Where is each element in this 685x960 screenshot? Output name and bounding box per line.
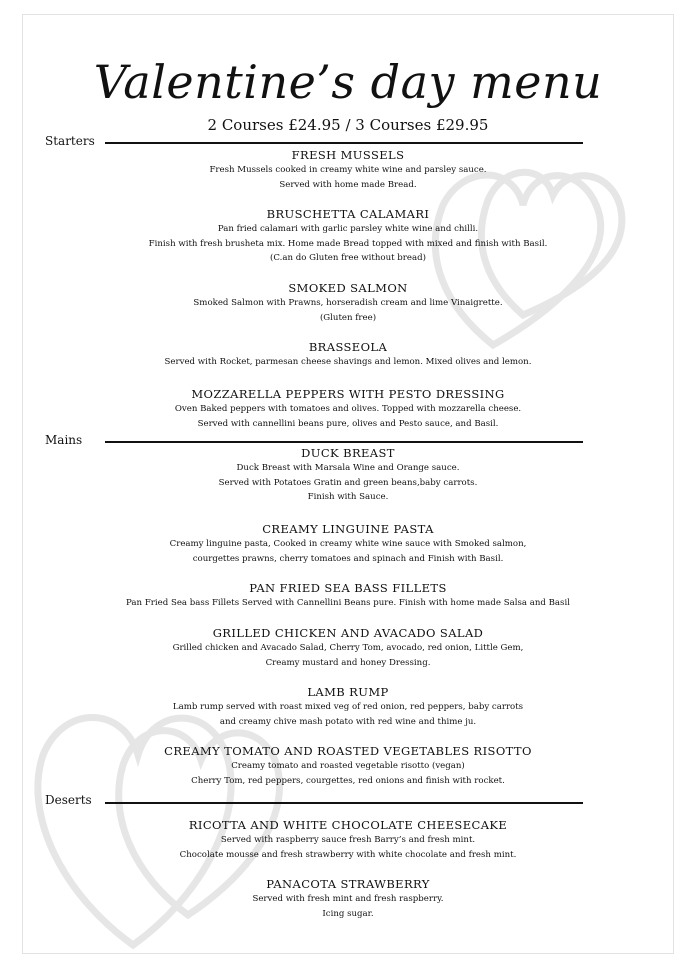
dish-description: Creamy tomato and roasted vegetable risotto (vegan) [231,761,465,771]
dish-description: Grilled chicken and Avacado Salad, Cherry Tom, avocado, red onion, Little Gem, [172,643,524,653]
dish-description: (C.an do Gluten free without bread) [270,253,426,263]
dish-ricotta-cheesecake [23,818,673,862]
dish-description: Served with fresh mint and fresh raspberry. [252,894,444,904]
dish-panacota-strawberry [23,877,673,921]
dish-description: Chocolate mousse and fresh strawberry with white chocolate and fresh mint. [179,849,517,860]
dish-name: CREAMY TOMATO AND ROASTED VEGETABLES RISOTTO [164,744,532,758]
dish-description: Lamb rump served with roast mixed veg of red onion, red peppers, baby carrots [172,702,524,712]
section-label-mains: Mains [45,433,83,447]
dish-description: Duck Breast with Marsala Wine and Orange sauce. [236,463,460,473]
dish-description: Creamy linguine pasta, Cooked in creamy white wine sauce with Smoked salmon, [169,539,527,549]
section-label-starters: Starters [45,134,95,148]
dish-name: BRUSCHETTA CALAMARI [266,207,430,221]
dish-description: Pan fried calamari with garlic parsley white wine and chilli. [217,224,479,234]
dish-description: Served with Potatoes Gratin and green beans,baby carrots. [218,477,478,488]
menu-title: Valentine’s day menu [93,55,603,109]
dish-description: Cherry Tom, red peppers, courgettes, red onions and finish with rocket. [191,775,505,786]
section-divider [105,441,583,443]
dish-name: PAN FRIED SEA BASS FILLETS [249,581,447,595]
dish-name: PANACOTA STRAWBERRY [266,877,430,891]
dish-name: SMOKED SALMON [288,281,408,295]
dish-name: MOZZARELLA PEPPERS WITH PESTO DRESSING [191,387,505,401]
dish-description: Fresh Mussels cooked in creamy white wine and parsley sauce. [209,165,487,175]
dish-bruschetta-calamari [23,207,673,266]
dish-description: Served with Rocket, parmesan cheese shavings and lemon. Mixed olives and lemon. [164,357,532,367]
dish-name: FRESH MUSSELS [291,148,405,162]
dish-description: Served with cannellini beans pure, olives and Pesto sauce, and Basil. [197,418,499,429]
dish-name: GRILLED CHICKEN AND AVACADO SALAD [212,626,484,640]
dish-description: Icing sugar. [322,908,374,919]
dish-lamb-rump [23,685,673,729]
dish-description: and creamy chive mash potato with red wine and thime ju. [219,716,477,727]
section-divider [105,802,583,804]
dish-fresh-mussels [23,148,673,192]
dish-description: Finish with fresh brusheta mix. Home made Bread topped with mixed and finish with Basil. [148,238,548,249]
dish-description: Pan Fried Sea bass Fillets Served with Cannellini Beans pure. Finish with home made Salsa and Basil [126,598,570,608]
dish-duck-breast [23,446,673,505]
price-subtitle: 2 Courses £24.95 / 3 Courses £29.95 [207,116,489,134]
dish-pan-fried-sea-bass [23,581,673,611]
dish-name: BRASSEOLA [308,340,388,354]
dish-grilled-chicken-avacado-salad [23,626,673,670]
dish-name: RICOTTA AND WHITE CHOCOLATE CHEESECAKE [188,818,508,832]
dish-description: Creamy mustard and honey Dressing. [265,657,431,668]
dish-description: Finish with Sauce. [307,492,389,502]
dish-name: LAMB RUMP [307,685,389,699]
dish-smoked-salmon [23,281,673,325]
dish-mozzarella-peppers [23,387,673,431]
menu-page [22,14,674,954]
dish-description: Oven Baked peppers with tomatoes and olives. Topped with mozzarella cheese. [174,404,522,414]
dish-brasseola [23,340,673,370]
dish-description: Served with raspberry sauce fresh Barry’s and fresh mint. [220,835,476,845]
dish-description: courgettes prawns, cherry tomatoes and spinach and Finish with Basil. [192,553,504,564]
dish-description: Smoked Salmon with Prawns, horseradish cream and lime Vinaigrette. [193,298,503,308]
dish-creamy-linguine-pasta [23,522,673,566]
dish-tomato-vegetable-risotto [23,744,673,788]
section-divider [105,142,583,144]
dish-name: DUCK BREAST [301,446,395,460]
section-label-deserts: Deserts [45,793,92,807]
dish-description: (Gluten free) [319,312,377,323]
dish-description: Served with home made Bread. [279,179,417,190]
dish-name: CREAMY LINGUINE PASTA [262,522,434,536]
